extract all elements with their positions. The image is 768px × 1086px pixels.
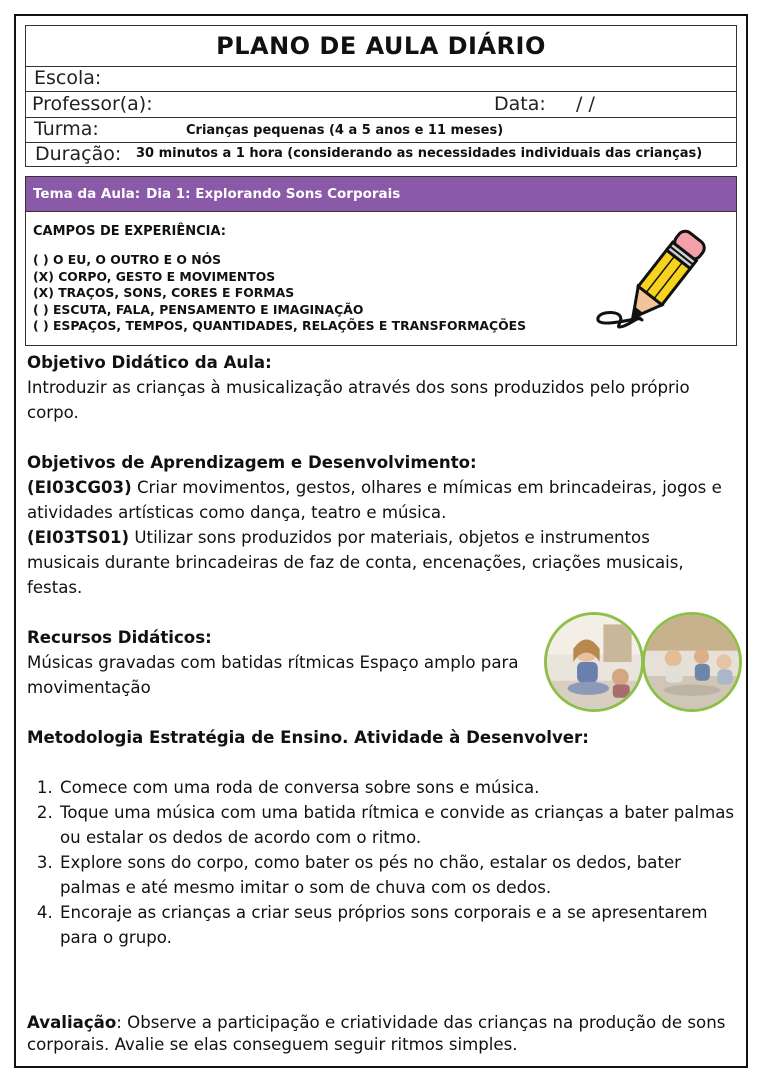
- objective-text: Introduzir as crianças à musicalização através dos sons produzidos pelo próprio corpo.: [27, 378, 690, 422]
- professor-label: Professor(a):: [32, 93, 153, 115]
- experience-field-item: ( ) O EU, O OUTRO E O NÓS: [33, 252, 222, 267]
- duracao-row: [26, 143, 736, 167]
- experience-field-item: ( ) ESPAÇOS, TEMPOS, QUANTIDADES, RELAÇÕES E TRANSFORMAÇÕES: [33, 318, 526, 334]
- turma-row: [26, 118, 736, 143]
- methodology-step: 2. Toque uma música com uma batida rítmica e convide as crianças a bater palmas ou estalar os dedos de acordo com o ritmo.: [58, 800, 739, 850]
- methodology-steps: [27, 775, 739, 950]
- theme-value: Dia 1: Explorando Sons Corporais: [146, 186, 401, 202]
- children-photo: [642, 612, 742, 712]
- learning-item: [27, 525, 739, 600]
- objective-heading: Objetivo Didático da Aula:: [27, 353, 272, 372]
- children-photo: [544, 612, 644, 712]
- data-label: Data:: [494, 93, 546, 115]
- resources-line: movimentação: [27, 678, 151, 697]
- professor-row: [26, 92, 736, 118]
- methodology-step: 4. Encoraje as crianças a criar seus próprios sons corporais e a se apresentarem para o grupo.: [58, 900, 739, 950]
- duracao-label: Duração:: [35, 143, 122, 165]
- experience-fields-list: [33, 252, 526, 335]
- experience-field-item: (X) CORPO, GESTO E MOVIMENTOS: [33, 268, 276, 284]
- experience-field-item: ( ) ESCUTA, FALA, PENSAMENTO E IMAGINAÇÃO: [33, 301, 364, 317]
- header-box: [25, 25, 737, 167]
- resources-line: Músicas gravadas com batidas rítmicas Espaço amplo para: [27, 653, 519, 672]
- escola-label: Escola:: [34, 67, 102, 89]
- learning-heading: Objetivos de Aprendizagem e Desenvolvimento:: [27, 453, 477, 472]
- evaluation-text: [27, 1012, 739, 1056]
- children-photos: [544, 612, 744, 716]
- page-title: PLANO DE AULA DIÁRIO: [26, 26, 736, 67]
- learning-code: (EI03TS01): [27, 528, 130, 547]
- experience-field-item: (X) TRAÇOS, SONS, CORES E FORMAS: [33, 285, 295, 301]
- resources-heading: Recursos Didáticos:: [27, 628, 212, 647]
- methodology-heading: Metodologia Estratégia de Ensino. Atividade à Desenvolver:: [27, 728, 589, 747]
- evaluation-body: : Observe a participação e criatividade das crianças na produção de sons corporais. Avalie se elas conseguem seguir ritmos simples.: [27, 1013, 726, 1054]
- turma-value: Crianças pequenas (4 a 5 anos e 11 meses): [186, 123, 504, 138]
- methodology-step: 3. Explore sons do corpo, como bater os pés no chão, estalar os dedos, bater palmas e até mesmo imitar o som de chuva com os dedos.: [58, 850, 739, 900]
- data-value: / /: [576, 93, 595, 115]
- learning-code: (EI03CG03): [27, 478, 132, 497]
- learning-text: Criar movimentos, gestos, olhares e mímicas em brincadeiras, jogos e atividades artísticas como dança, teatro e música.: [27, 478, 722, 522]
- methodology-step: 1. Comece com uma roda de conversa sobre sons e música.: [58, 775, 739, 800]
- turma-label: Turma:: [34, 118, 99, 140]
- learning-item: [27, 475, 739, 525]
- experience-fields-title: CAMPOS DE EXPERIÊNCIA:: [33, 224, 227, 239]
- theme-bar: [25, 176, 737, 212]
- theme-label: Tema da Aula:: [33, 186, 141, 202]
- learning-text: Utilizar sons produzidos por materiais, objetos e instrumentos musicais durante brincadeiras de faz de conta, encenações, criações musicais, festas.: [27, 528, 684, 597]
- escola-row: [26, 66, 736, 92]
- evaluation-label: Avaliação: [27, 1013, 117, 1032]
- pencil-icon: [590, 222, 722, 334]
- duracao-value: 30 minutos a 1 hora (considerando as necessidades individuais das crianças): [136, 146, 703, 161]
